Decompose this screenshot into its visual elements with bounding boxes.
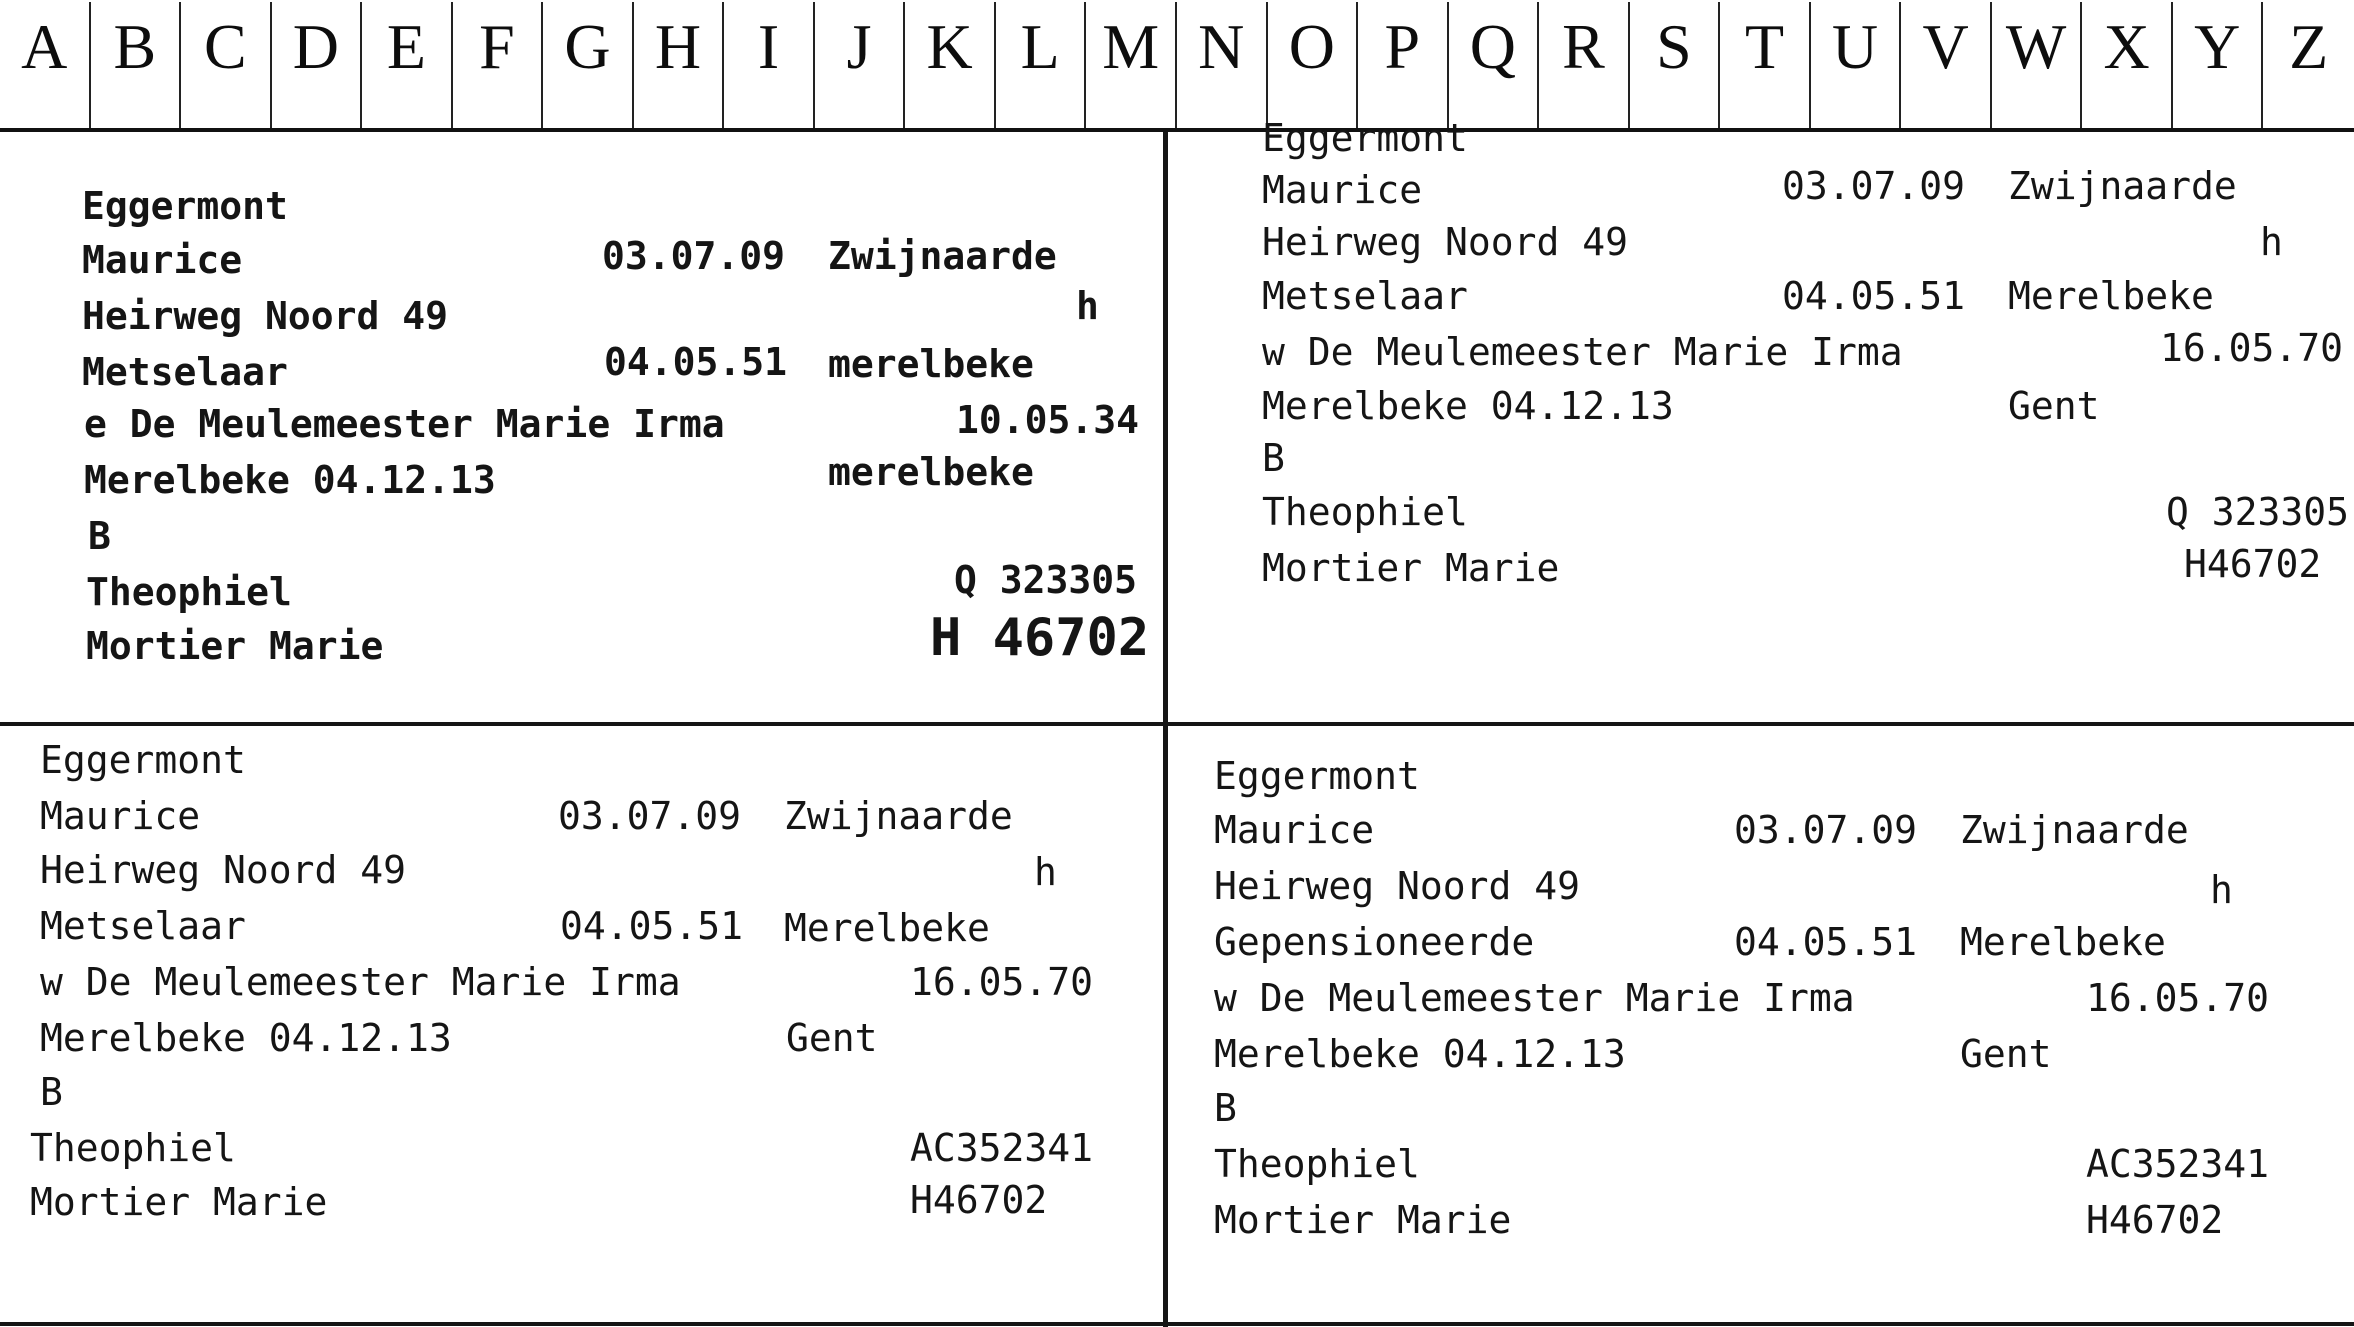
status-mark: h (2210, 868, 2233, 912)
index-letter-v: V (1901, 2, 1992, 128)
category: B (1262, 436, 1285, 480)
address: Heirweg Noord 49 (1214, 864, 1581, 908)
occupation: Gepensioneerde (1214, 920, 1535, 964)
vertical-divider (1163, 132, 1168, 1327)
index-letter-p: P (1358, 2, 1449, 128)
mother: Mortier Marie (86, 624, 384, 668)
mother: Mortier Marie (30, 1180, 328, 1224)
index-letter-j: J (815, 2, 906, 128)
spouse-date: 10.05.34 (956, 398, 1140, 442)
reg-date: 04.05.51 (1734, 920, 1918, 964)
birth-date: 03.07.09 (1782, 164, 1966, 208)
address: Heirweg Noord 49 (1262, 220, 1629, 264)
reg-place: Merelbeke (784, 906, 990, 950)
index-letter-o: O (1268, 2, 1359, 128)
reg-date: 04.05.51 (604, 340, 788, 384)
category: B (1214, 1086, 1237, 1130)
index-letter-z: Z (2289, 11, 2329, 82)
mother: Mortier Marie (1262, 546, 1560, 590)
first-name: Maurice (1262, 168, 1423, 212)
birth-date: 03.07.09 (602, 234, 786, 278)
index-letter-e: E (362, 2, 453, 128)
reg-place: Merelbeke (1960, 920, 2166, 964)
index-letter-a: A (0, 2, 91, 128)
index-letter-i: I (724, 2, 815, 128)
horizontal-divider (0, 722, 2354, 726)
spouse-date: 16.05.70 (2086, 976, 2270, 1020)
index-letter-g: G (543, 2, 634, 128)
index-letter-b: B (91, 2, 182, 128)
surname: Eggermont (1262, 116, 1468, 160)
first-name: Maurice (1214, 808, 1375, 852)
father: Theophiel (86, 570, 292, 614)
index-letter-s: S (1630, 2, 1721, 128)
address: Heirweg Noord 49 (82, 294, 449, 338)
index-letter-l: L (996, 2, 1087, 128)
spouse-birth: Merelbeke 04.12.13 (40, 1016, 452, 1060)
birth-place: Zwijnaarde (2008, 164, 2237, 208)
spouse-place: Gent (2008, 384, 2100, 428)
reg-date: 04.05.51 (560, 904, 744, 948)
spouse-place: Gent (1960, 1032, 2052, 1076)
index-letter-w: W (1992, 2, 2083, 128)
index-letter-h: H (634, 2, 725, 128)
birth-place: Zwijnaarde (1960, 808, 2189, 852)
bottom-border (0, 1322, 2354, 1326)
index-letter-q: Q (1449, 2, 1540, 128)
father: Theophiel (30, 1126, 236, 1170)
reg-date: 04.05.51 (1782, 274, 1966, 318)
surname: Eggermont (40, 738, 246, 782)
surname: Eggermont (82, 184, 288, 228)
category: B (88, 514, 111, 558)
reg-place: Merelbeke (2008, 274, 2214, 318)
spouse-date: 16.05.70 (910, 960, 1094, 1004)
number-2: H46702 (2086, 1198, 2224, 1242)
first-name: Maurice (82, 238, 243, 282)
occupation: Metselaar (40, 904, 246, 948)
number-2: H 46702 (930, 608, 1150, 668)
card-bottom-right (1170, 728, 2354, 1318)
number-2: H46702 (2184, 542, 2322, 586)
spouse-birth: Merelbeke 04.12.13 (1214, 1032, 1626, 1076)
father: Theophiel (1214, 1142, 1420, 1186)
father: Theophiel (1262, 490, 1468, 534)
status-mark: h (1034, 850, 1057, 894)
address: Heirweg Noord 49 (40, 848, 407, 892)
index-letter-f: F (453, 2, 544, 128)
surname: Eggermont (1214, 754, 1420, 798)
spouse: w De Meulemeester Marie Irma (1262, 330, 1903, 374)
card-top-right (1170, 116, 2354, 720)
birth-place: Zwijnaarde (828, 234, 1057, 278)
index-letter-m: M (1086, 2, 1177, 128)
index-letter-k: K (905, 2, 996, 128)
number-1: AC352341 (910, 1126, 1094, 1170)
index-letter-y: Y (2173, 2, 2264, 128)
status-mark: h (2260, 220, 2283, 264)
number-1: Q 323305 (954, 558, 1138, 602)
reg-place: merelbeke (828, 342, 1034, 386)
spouse-birth: Merelbeke 04.12.13 (84, 458, 496, 502)
spouse: e De Meulemeester Marie Irma (84, 402, 725, 446)
card-bottom-left (0, 728, 1160, 1318)
spouse-place: merelbeke (828, 450, 1034, 494)
index-letter-r: R (1539, 2, 1630, 128)
mother: Mortier Marie (1214, 1198, 1512, 1242)
card-top-left (0, 132, 1160, 720)
number-1: AC352341 (2086, 1142, 2270, 1186)
category: B (40, 1070, 63, 1114)
birth-place: Zwijnaarde (784, 794, 1013, 838)
spouse: w De Meulemeester Marie Irma (1214, 976, 1855, 1020)
birth-date: 03.07.09 (558, 794, 742, 838)
alphabet-index-strip (0, 0, 2354, 132)
spouse: w De Meulemeester Marie Irma (40, 960, 681, 1004)
number-1: Q 323305 (2166, 490, 2350, 534)
spouse-birth: Merelbeke 04.12.13 (1262, 384, 1674, 428)
occupation: Metselaar (1262, 274, 1468, 318)
index-letter-d: D (272, 2, 363, 128)
spouse-date: 16.05.70 (2160, 326, 2344, 370)
index-letter-n: N (1177, 2, 1268, 128)
index-letter-c: C (181, 2, 272, 128)
number-2: H46702 (910, 1178, 1048, 1222)
index-letter-u: U (1811, 2, 1902, 128)
spouse-place: Gent (786, 1016, 878, 1060)
first-name: Maurice (40, 794, 201, 838)
index-letter-x: X (2082, 2, 2173, 128)
birth-date: 03.07.09 (1734, 808, 1918, 852)
occupation: Metselaar (82, 350, 288, 394)
index-letter-t: T (1720, 2, 1811, 128)
status-mark: h (1076, 284, 1099, 328)
